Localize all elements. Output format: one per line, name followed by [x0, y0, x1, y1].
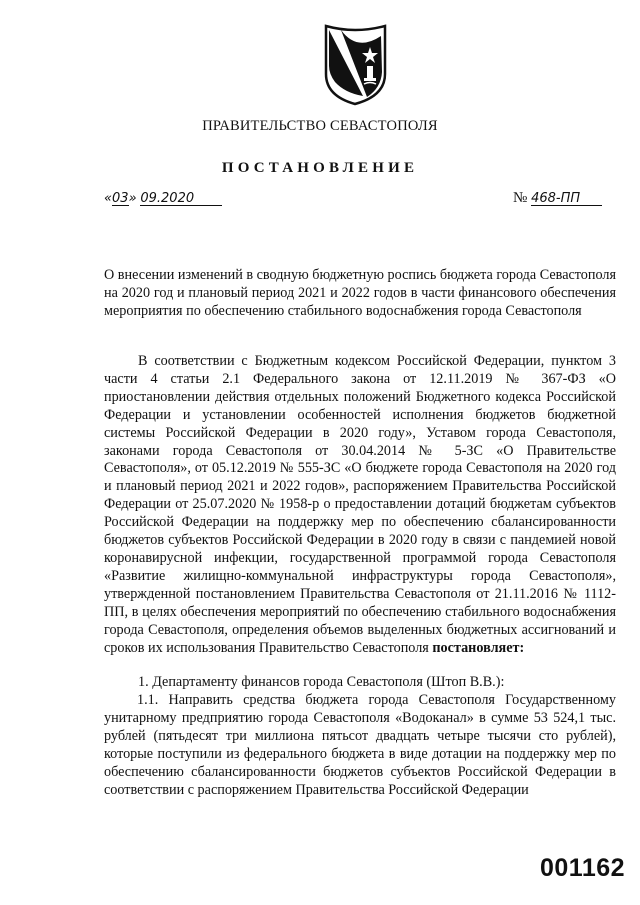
preamble-paragraph: [104, 353, 616, 657]
item-1-1-paragraph: 1.1. Направить средства бюджета города Севастополя Государственному унитарному предприятию города Севастополя «Водоканал» в сумме 53 524,1 тыс. рублей (пятьдесят три миллиона пятьсот двадцать четыре тысячи сто рублей), которые поступили из федерального бюджета в виде дотации на поддержку мер по обеспечению сбалансированности бюджетов субъектов Российской Федерации в соответствии с распоряжением Правительства Российской Федерации: [104, 692, 616, 798]
item-1-paragraph: 1. Департаменту финансов города Севастополя (Штоп В.В.):: [138, 674, 505, 691]
document-type: ПОСТАНОВЛЕНИЕ: [221, 160, 419, 176]
sevastopol-coat-of-arms-icon: [323, 22, 388, 106]
serial-number: 001162: [540, 854, 626, 882]
date-open-quote: «: [104, 191, 113, 206]
document-body: [104, 353, 616, 800]
preamble-text: В соответствии с Бюджетным кодексом Российской Федерации, пунктом 3 части 4 статьи 2.1 Федерального закона от 12.11.2019 № 367-ФЗ «О приостановлении действия отдельных положений Бюджетного кодекса Российской Федерации и установлении особенностей исполнения бюджетов бюджетной системы Российской Федерации в 2020 году», Уставом города Севастополя, законами города Севастополя от 30.04.2014 № 5-ЗС «О Правительстве Севастополя», от 05.12.2019 № 555-ЗС «О бюджете города Севастополя на 2020 год и плановый период 2021 и 2022 годов», распоряжением Правительства Российской Федерации от 25.07.2020 № 1958-р о предоставлении дотаций бюджетам субъектов Российской Федерации на поддержку мер по обеспечению сбалансированности бюджетов субъектов Российской Федерации в 2020 году в связи с пандемией новой коронавирусной инфекции, государственной программой города Севастополя «Развитие жилищно-коммунальной инфраструктуры города Севастополя», утвержденной постановлением Правительства Севастополя от 21.11.2016 № 1112-ПП, в целях обеспечения мероприятий по обеспечению стабильного водоснабжения города Севастополя, определения объемов выделенных бюджетных ассигнований и сроков их использования Правительство Севастополя: [104, 353, 616, 656]
number-sign: №: [513, 190, 528, 206]
document-date: [104, 190, 222, 207]
number-value: 468-ПП: [531, 192, 602, 206]
document-number: [513, 190, 602, 207]
document-title: О внесении изменений в сводную бюджетную роспись бюджета города Севастополя на 2020 год и плановый период 2021 и 2022 годов в части финансового обеспечения мероприятия по обеспечению стабильного водоснабжения города Севастополя: [104, 267, 616, 320]
date-close-quote: »: [128, 191, 137, 206]
organization-name: ПРАВИТЕЛЬСТВО СЕВАСТОПОЛЯ: [202, 118, 438, 134]
resolution-keyword: постановляет:: [432, 639, 525, 656]
date-month-year: 09.2020: [140, 192, 222, 206]
date-day: 03: [112, 191, 129, 206]
